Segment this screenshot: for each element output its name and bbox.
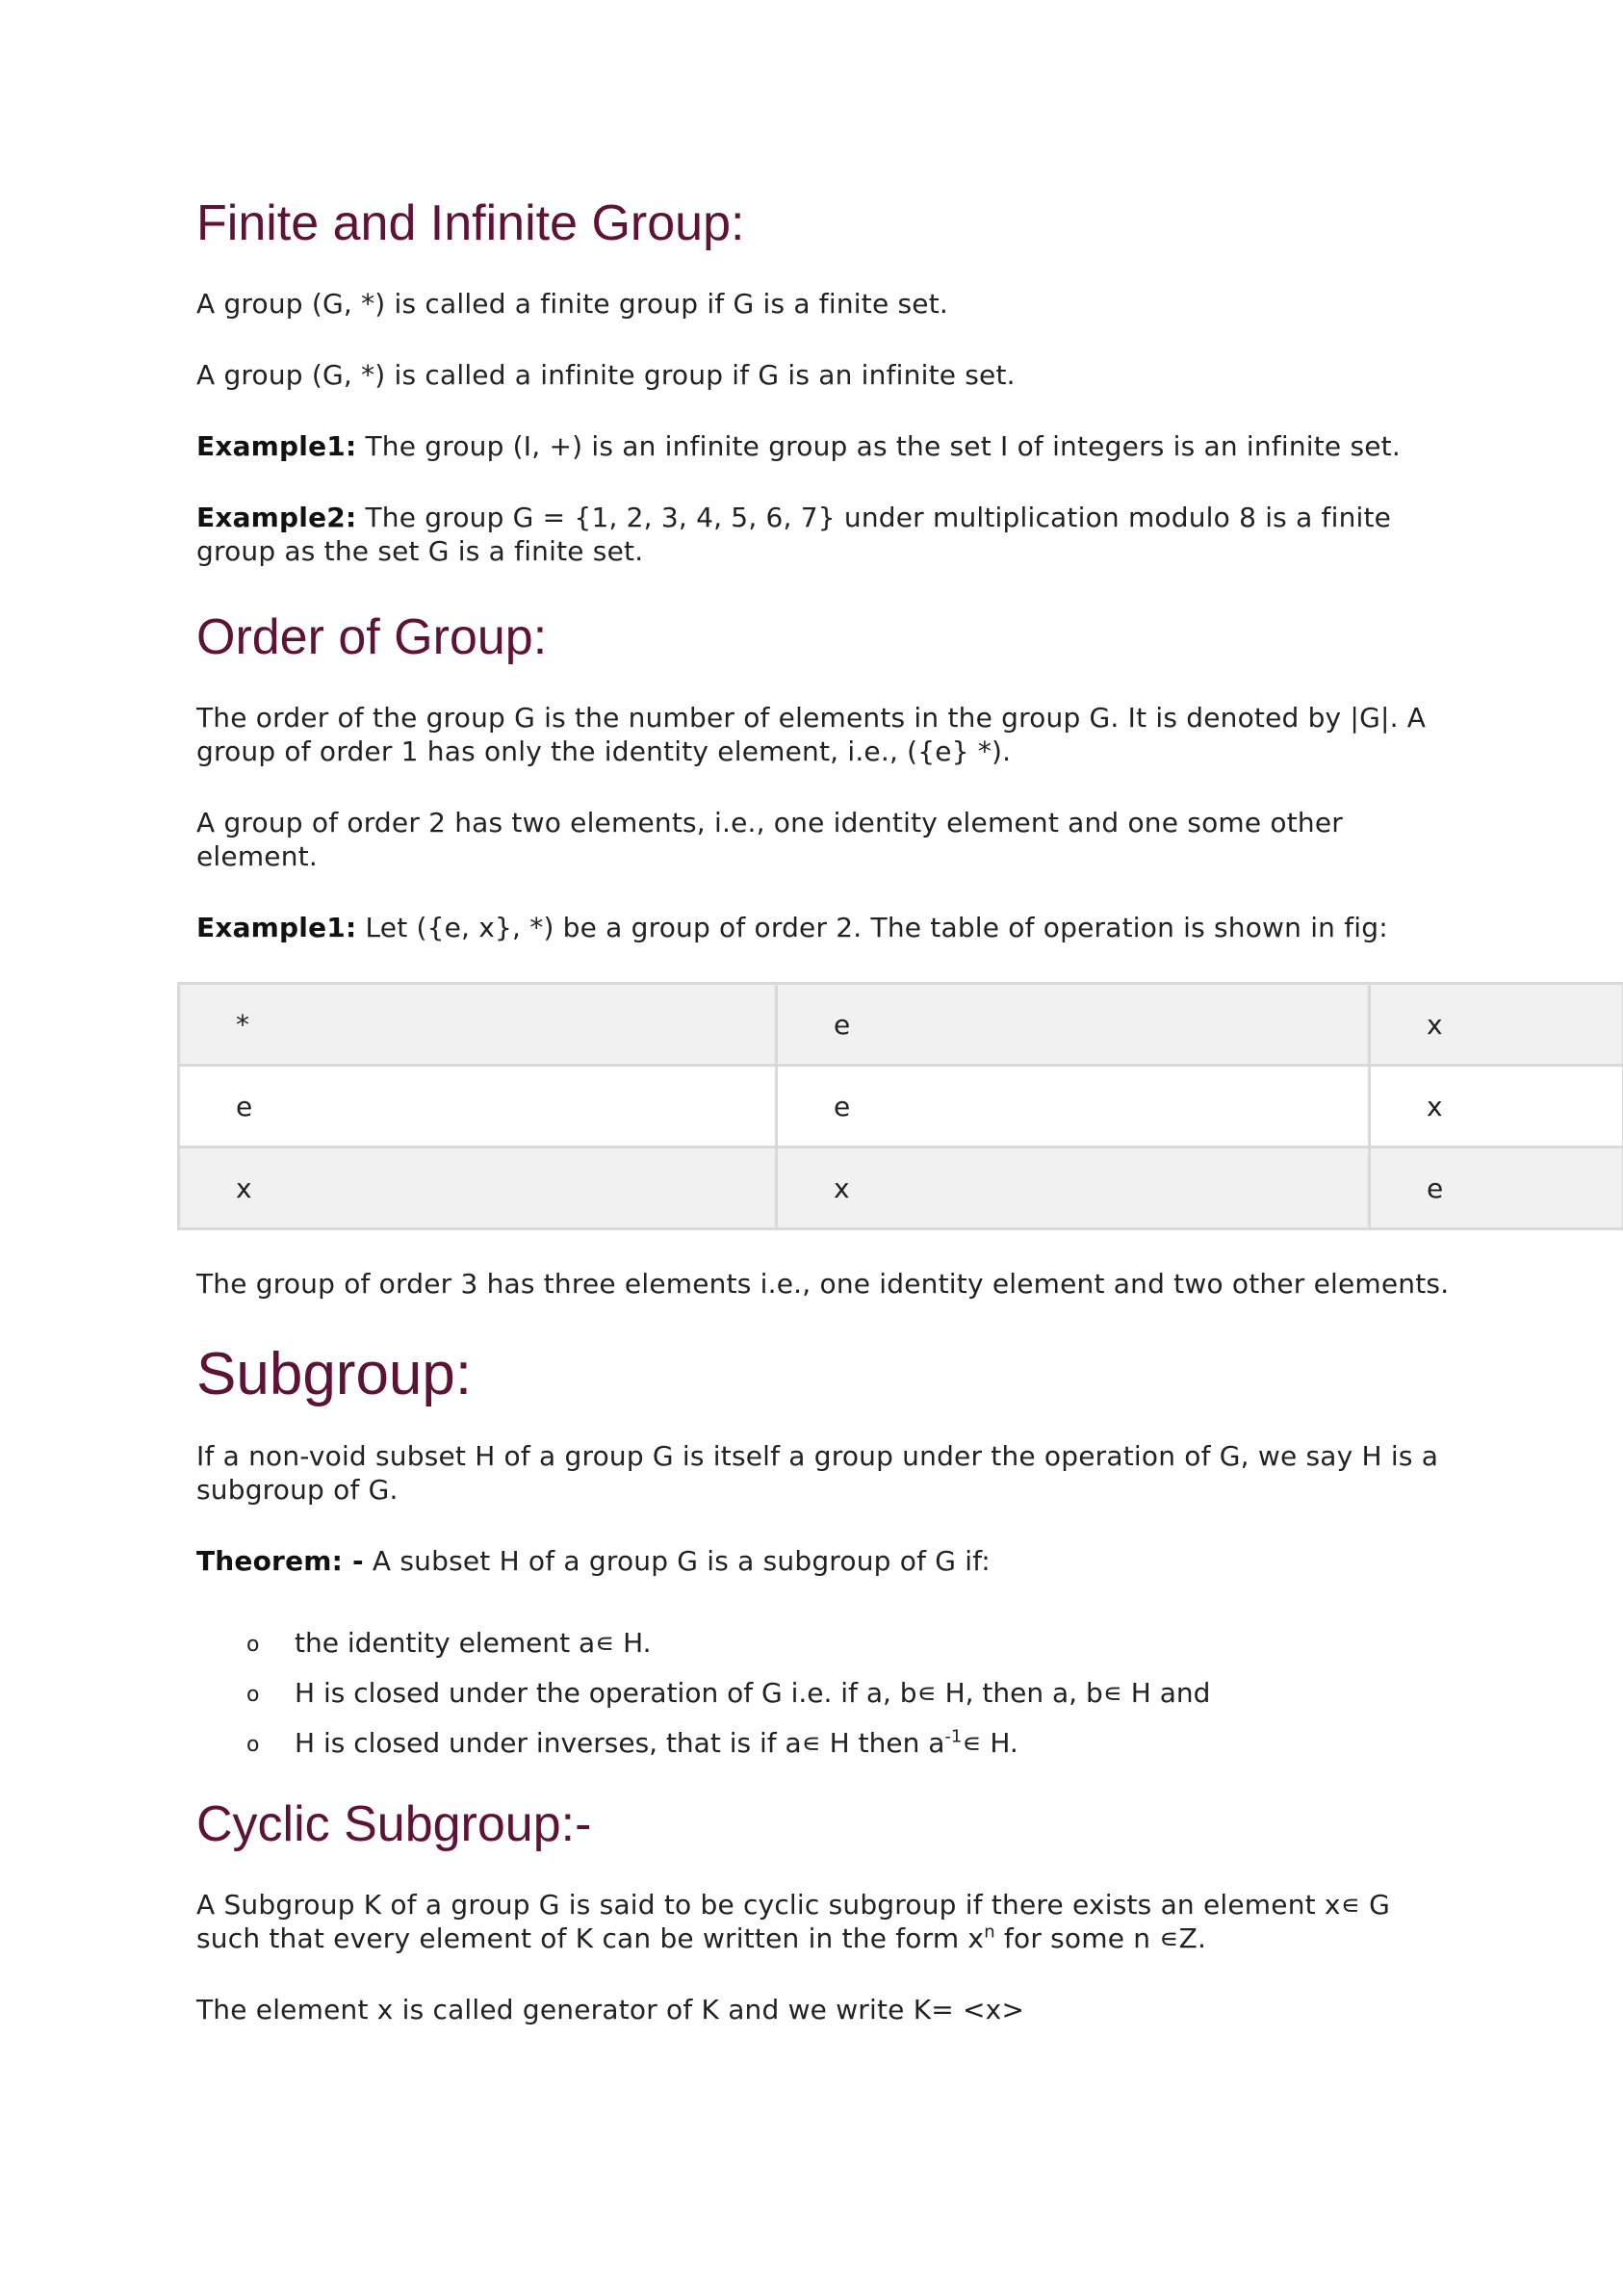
finite-example-2 xyxy=(196,501,1457,568)
superscript: n xyxy=(984,1922,995,1943)
subgroup-conditions-list xyxy=(196,1626,1457,1760)
finite-example-1 xyxy=(196,429,1457,463)
table-cell: e xyxy=(777,984,1370,1066)
table-cell: e xyxy=(179,1066,777,1148)
infinite-group-definition: A group (G, *) is called a infinite group if G is an infinite set. xyxy=(196,359,1016,391)
superscript: -1 xyxy=(944,1726,963,1747)
heading-order-of-group: Order of Group: xyxy=(196,609,548,665)
example-label: Example2: xyxy=(196,502,357,533)
table-row xyxy=(179,984,1623,1066)
order-example-1 xyxy=(196,911,1457,944)
list-item xyxy=(196,1626,1457,1660)
order-two-description: A group of order 2 has two elements, i.e., one identity element and one some other element. xyxy=(196,807,1343,872)
order-definition: The order of the group G is the number of elements in the group G. It is denoted by |G|. A group of order 1 has only the identity element, i.e., ({e} *). xyxy=(196,702,1427,767)
list-item xyxy=(196,1726,1457,1760)
table-cell: x xyxy=(1370,1066,1623,1148)
example-text: Let ({e, x}, *) be a group of order 2. The table of operation is shown in fig: xyxy=(356,912,1388,943)
table-cell: x xyxy=(1370,984,1623,1066)
page-content xyxy=(196,193,1457,2026)
theorem-label: Theorem: - xyxy=(196,1545,364,1577)
list-item xyxy=(196,1676,1457,1710)
condition-text: H is closed under inverses, that is if a∊ H then a xyxy=(295,1727,945,1759)
heading-finite-infinite-group: Finite and Infinite Group: xyxy=(196,195,745,251)
table-cell: * xyxy=(179,984,777,1066)
heading-subgroup: Subgroup: xyxy=(196,1341,473,1407)
table-cell: x xyxy=(179,1148,777,1229)
table-cell: e xyxy=(1370,1148,1623,1229)
subgroup-theorem xyxy=(196,1544,1457,1578)
bullet-icon: o xyxy=(246,1733,260,1757)
condition-text: H is closed under the operation of G i.e. if a, b∊ H, then a, b∊ H and xyxy=(295,1677,1211,1709)
cyclic-text-end: for some n ∊Z. xyxy=(994,1922,1207,1954)
example-text: The group G = {1, 2, 3, 4, 5, 6, 7} under multiplication modulo 8 is a finite group as the set G is a finite set. xyxy=(196,502,1392,567)
theorem-text: A subset H of a group G is a subgroup of G if: xyxy=(363,1545,991,1577)
example-label: Example1: xyxy=(196,430,357,462)
cyclic-text: A Subgroup K of a group G is said to be cyclic subgroup if there exists an element x∊ G such that every element of K can be written in the form x xyxy=(196,1889,1390,1954)
finite-group-definition: A group (G, *) is called a finite group if G is a finite set. xyxy=(196,288,948,320)
table-cell: x xyxy=(777,1148,1370,1229)
subgroup-definition: If a non-void subset H of a group G is itself a group under the operation of G, we say H is a subgroup of G. xyxy=(196,1440,1439,1506)
table-row xyxy=(179,1148,1623,1229)
table-cell: e xyxy=(777,1066,1370,1148)
example-label: Example1: xyxy=(196,912,357,943)
order-three-description: The group of order 3 has three elements i.e., one identity element and two other elements. xyxy=(196,1268,1450,1300)
generator-definition: The element x is called generator of K and we write K= <x> xyxy=(196,1994,1025,2025)
condition-text: the identity element a∊ H. xyxy=(295,1627,652,1659)
bullet-icon: o xyxy=(246,1683,260,1707)
operation-table xyxy=(177,982,1623,1230)
heading-cyclic-subgroup: Cyclic Subgroup:- xyxy=(196,1796,592,1852)
table-row xyxy=(179,1066,1623,1148)
example-text: The group (I, +) is an infinite group as the set I of integers is an infinite set. xyxy=(356,430,1401,462)
cyclic-subgroup-definition xyxy=(196,1888,1457,1955)
condition-text-end: ∊ H. xyxy=(962,1727,1018,1759)
bullet-icon: o xyxy=(246,1633,260,1657)
